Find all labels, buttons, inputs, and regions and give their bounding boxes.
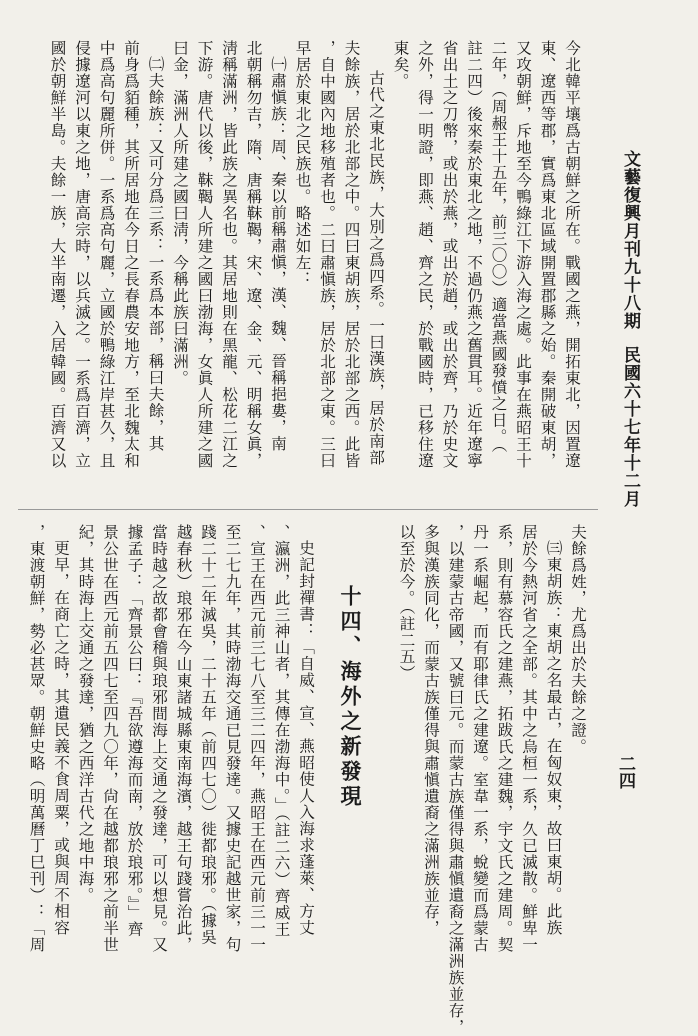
text-line: 、宣王在西元前三七八至三二四年，燕昭王在西元前三一一 — [248, 524, 266, 953]
page-number: 二四 — [615, 755, 635, 789]
text-line: 東矣。 — [391, 40, 410, 90]
text-line: 今北韓平壤爲古朝鮮之所在。戰國之燕，開拓東北，因置遼 — [563, 40, 581, 469]
text-line: 又攻朝鮮，斥地至今鴨綠江下游入海之處。此事在燕昭王十 — [514, 40, 532, 469]
text-line: 至二七九年，其時渤海交通已見發達。又據史記越世家，句 — [223, 524, 242, 953]
text-line: 多與漢族同化，而蒙古族僅得與肅愼遺裔之滿洲族並存， — [422, 524, 440, 937]
upper-text-block — [49, 40, 584, 510]
section-divider — [18, 509, 598, 510]
text-line: 北朝稱勿吉，隋、唐稱靺鞨，宋、遼、金、元、明稱女眞， — [244, 40, 263, 469]
lower-right-text-block — [390, 524, 590, 1036]
text-line: ，自中國內地移殖者也。二曰肅愼族，居於北部之東。三曰 — [318, 40, 336, 469]
text-line: 史記封禪書：「自威、宣、燕昭使人入海求蓬萊、方丈 — [297, 540, 315, 936]
lower-left-text-block — [18, 524, 318, 994]
text-line: 系，則有慕容氏之建燕，拓跋氏之建魏，宇文氏之建周。契 — [495, 524, 514, 953]
text-line: 下游。唐代以後，靺鞨人所建之國曰渤海，女眞人所建之國 — [195, 40, 214, 469]
text-line: 紀，其時海上交通之發達，猶之西洋古代之地中海。 — [76, 524, 95, 904]
text-line: 夫餘爲姓，尤爲出於夫餘之證。 — [569, 524, 587, 755]
text-line: 之外，得一明證，即燕、趙、齊之民，於戰國時，已移住遼 — [416, 40, 434, 469]
text-line: ㈠肅愼族：周、秦以前稱肅愼，漢、魏、晉稱挹婁，南 — [269, 56, 287, 452]
text-line: 景公世在西元前五四七至四九〇年，尙在越都琅邪之前半世 — [101, 524, 119, 953]
text-line: 淸稱滿洲，皆此族之異名也。其居地則在黑龍、松花二江之 — [220, 40, 238, 469]
section-heading: 十四、海外之新發現 — [338, 585, 363, 810]
text-line: 據孟子：「齊景公曰：『吾欲遵海而南，放於琅邪。』」齊 — [125, 524, 144, 938]
text-line: 踐二十二年滅吳，二十五年（前四七〇）徙都琅邪。（據吳 — [199, 524, 217, 946]
publication-date: 民國六十七年十二月 — [620, 346, 640, 508]
text-line: ㈢東胡族：東胡之名最古，在匈奴東，故曰東胡。此族 — [544, 540, 563, 936]
publication-title: 文藝復興月刊九十八期 — [620, 150, 640, 330]
text-line: ，以建蒙古帝國，又號曰元。而蒙古族僅得與肅愼遺裔之滿洲族並存， — [446, 524, 465, 1036]
text-line: ，東渡朝鮮，勢必甚眾。朝鮮史略（明萬曆丁巳刊）：「周 — [27, 524, 46, 953]
text-line: 更早，在商亡之時，其遺民義不食周粟，或與周不相容 — [52, 540, 70, 936]
text-line: 以至於今。（註二五） — [397, 524, 416, 682]
text-line: 早居於東北之民族也。略述如左： — [293, 40, 312, 288]
text-line: 註二四）後來秦於東北之地，不過仍燕之舊貫耳。近年遼寧 — [465, 40, 483, 469]
text-line: 侵據遼河以東之地，唐高宗時，以兵滅之。一系爲百濟，立 — [73, 40, 91, 469]
text-line: ㈡夫餘族：又可分爲三系：一系爲本部，稱曰夫餘，其 — [146, 56, 165, 452]
text-line: 東、遼西等郡，實爲東北區域開置郡縣之始。秦開破東胡， — [538, 40, 557, 469]
text-line: 二年，（周赧王十五年，前三〇〇）適當燕國發憤之日。（ — [489, 40, 508, 454]
text-line: 夫餘族，居於北部之中。四曰東胡族，居於北部之西。此皆 — [342, 40, 361, 469]
text-line: 當時越之故都會稽與琅邪間海上交通之發達，可以想見。又 — [150, 524, 168, 953]
text-line: 越春秋）琅邪在今山東諸城縣東南海濱，越王句踐嘗治此， — [174, 524, 193, 953]
text-line: 中爲高句麗所併。一系爲高句麗，立國於鴨綠江岸甚久，且 — [97, 40, 116, 469]
text-line: 丹一系崛起，而有耶律氏之建遼。室韋一系，蛻變而爲蒙古 — [471, 524, 489, 953]
text-line: 、瀛洲，此三神山者，其傳在渤海中。」（註二六）齊威王 — [272, 524, 291, 938]
running-header — [618, 150, 643, 508]
text-line: 省出土之刀幣，或出於燕，或出於趙，或出於齊，乃於史文 — [440, 40, 459, 469]
text-line: 曰金，滿洲人所建之國曰淸，今稱此族曰滿洲。 — [171, 40, 189, 387]
text-line: 前身爲貊種，其所居地在今日之長春農安地方，至北魏太和 — [122, 40, 140, 469]
text-line: 古代之東北民族，大別之爲四系。一曰漢族，居於南部 — [367, 70, 385, 466]
text-line: 居於今熱河省之全部。其中之烏桓一系，久已滅散。鮮卑一 — [520, 524, 538, 953]
text-line: 國於朝鮮半島。夫餘一族，大半南遷，入居韓國。百濟又以 — [48, 40, 67, 469]
